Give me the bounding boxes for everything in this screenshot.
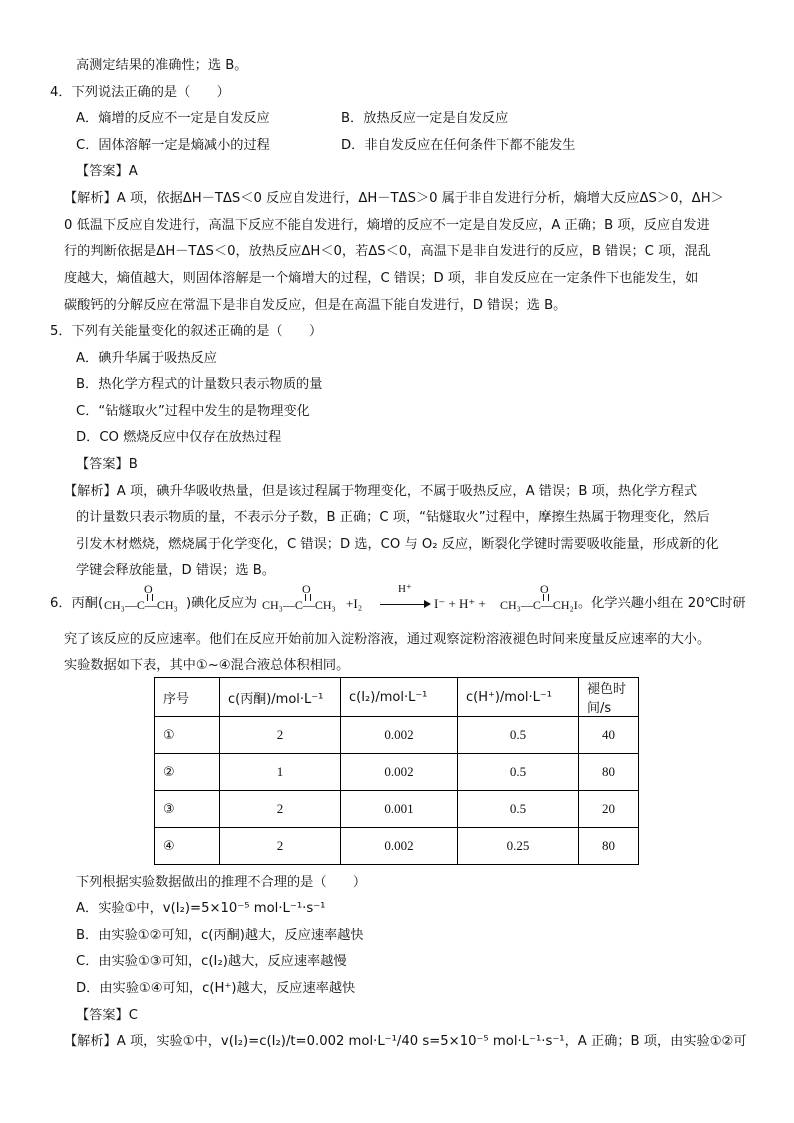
cell-time: 80 — [579, 828, 639, 865]
table-row — [155, 717, 639, 754]
option-5d: D．CO 燃烧反应中仅存在放热过程 — [76, 430, 282, 445]
explanation-5-line: 学键会释放能量，D 错误；选 B。 — [76, 563, 276, 578]
carbonyl-oxygen: O — [540, 582, 549, 596]
cell-index: ③ — [155, 791, 220, 828]
explanation-4-line: 行的判断依据是ΔH－TΔS＜0，放热反应ΔH＜0，若ΔS＜0，高温下是非自发进行的反应，B 错误；C 项，混乱 — [64, 244, 711, 259]
acetone-structure: CH₃—C—CH₃ — [104, 598, 178, 612]
explanation-4-line: 【解析】A 项，依据ΔH－TΔS＜0 反应自发进行，ΔH－TΔS＞0 属于非自发进行分析，熵增大反应ΔS＞0，ΔH＞ — [64, 191, 724, 206]
double-bond — [147, 594, 153, 601]
table-row — [155, 791, 639, 828]
cell-acetone: 2 — [220, 791, 341, 828]
double-bond — [543, 594, 549, 601]
question-4: 4．下列说法正确的是（ ） — [50, 85, 230, 100]
option-5b: B．热化学方程式的计量数只表示物质的量 — [76, 377, 323, 392]
option-5a: A．碘升华属于吸热反应 — [76, 351, 217, 366]
option-6b: B．由实验①②可知，c(丙酮)越大，反应速率越快 — [76, 928, 364, 943]
cell-time: 20 — [579, 791, 639, 828]
reactant-formula — [262, 582, 336, 613]
reaction-arrow — [380, 604, 428, 605]
cell-acetone: 2 — [220, 717, 341, 754]
cell-hplus: 0.5 — [458, 791, 579, 828]
cell-index: ② — [155, 754, 220, 791]
text-line: 高测定结果的准确性；选 B。 — [76, 58, 248, 73]
acetone-formula — [104, 582, 178, 613]
option-6a: A．实验①中，v(I₂)=5×10⁻⁵ mol·L⁻¹·s⁻¹ — [76, 901, 326, 916]
answer-6: 【答案】C — [76, 1008, 138, 1023]
explanation-4-line: 0 低温下反应自发进行，高温下反应不能自发进行，熵增的反应不一定是自发反应，A 正确；B 项，反应自发进 — [64, 218, 710, 233]
explanation-5-line: 引发木材燃烧，燃烧属于化学变化，C 错误；D 选，CO 与 O₂ 反应，断裂化学键时需要吸收能量，形成新的化 — [76, 537, 719, 552]
carbonyl-oxygen: O — [144, 582, 153, 596]
explanation-4-line: 碳酸钙的分解反应在常温下是非自发反应，但是在高温下能自发进行，D 错误；选 B。 — [64, 298, 567, 313]
cell-iodine: 0.002 — [341, 717, 458, 754]
header-hplus: c(H⁺)/mol·L⁻¹ — [458, 678, 579, 717]
double-bond — [305, 594, 311, 601]
cell-iodine: 0.002 — [341, 828, 458, 865]
question-5: 5．下列有关能量变化的叙述正确的是（ ） — [50, 324, 323, 339]
reactant-structure: CH₃—C—CH₃ — [262, 598, 336, 612]
catalyst-label: H⁺ — [398, 583, 412, 595]
cell-hplus: 0.5 — [458, 717, 579, 754]
header-iodine: c(I₂)/mol·L⁻¹ — [341, 678, 458, 717]
explanation-6-line: 【解析】A 项，实验①中，v(I₂)=c(I₂)/t=0.002 mol·L⁻¹/40 s=5×10⁻⁵ mol·L⁻¹·s⁻¹，A 正确；B 项，由实验①②可 — [64, 1034, 747, 1049]
option-4a: A．熵增的反应不一定是自发反应 — [76, 111, 270, 126]
table-header-row — [155, 678, 639, 717]
cell-index: ④ — [155, 828, 220, 865]
product-structure: CH₃—C—CH₂I — [500, 598, 578, 612]
option-5c: C．“钻燧取火”过程中发生的是物理变化 — [76, 404, 310, 419]
cell-hplus: 0.5 — [458, 754, 579, 791]
products: I⁻ + H⁺ + — [434, 596, 486, 611]
question-6-lead: 6．丙酮( — [50, 596, 104, 611]
question-6-line: 实验数据如下表，其中①~④混合液总体积相同。 — [64, 658, 350, 673]
question-6-prompt: 下列根据实验数据做出的推理不合理的是（ ） — [76, 875, 367, 890]
reaction-arrow-head — [424, 600, 431, 608]
cell-time: 40 — [579, 717, 639, 754]
cell-iodine: 0.001 — [341, 791, 458, 828]
option-4d: D．非自发反应在任何条件下都不能发生 — [341, 138, 576, 153]
product-formula — [500, 582, 578, 613]
experiment-table — [154, 677, 639, 865]
cell-time: 80 — [579, 754, 639, 791]
question-6-tail: 。化学兴趣小组在 20℃时研 — [578, 596, 746, 611]
cell-acetone: 2 — [220, 828, 341, 865]
question-6-mid: )碘化反应为 — [186, 596, 258, 611]
cell-index: ① — [155, 717, 220, 754]
header-index: 序号 — [155, 678, 220, 717]
header-time: 褪色时间/s — [579, 678, 639, 717]
table-row — [155, 828, 639, 865]
explanation-4-line: 度越大，熵值越大，则固体溶解是一个熵增大的过程，C 错误；D 项，非自发反应在一定条件下也能发生，如 — [64, 271, 699, 286]
carbonyl-oxygen: O — [302, 582, 311, 596]
question-6-line: 究了该反应的反应速率。他们在反应开始前加入淀粉溶液，通过观察淀粉溶液褪色时间来度量反应速率的大小。 — [64, 632, 711, 647]
explanation-5-line: 【解析】A 项，碘升华吸收热量，但是该过程属于物理变化，不属于吸热反应，A 错误；B 项，热化学方程式 — [64, 484, 698, 499]
option-4c: C．固体溶解一定是熵减小的过程 — [76, 138, 270, 153]
plus-iodine: +I₂ — [346, 596, 363, 611]
cell-hplus: 0.25 — [458, 828, 579, 865]
table-row — [155, 754, 639, 791]
answer-4: 【答案】A — [76, 164, 138, 179]
cell-acetone: 1 — [220, 754, 341, 791]
explanation-5-line: 的计量数只表示物质的量，不表示分子数，B 正确；C 项，“钻燧取火”过程中，摩擦生热属于物理变化，然后 — [76, 510, 710, 525]
cell-iodine: 0.002 — [341, 754, 458, 791]
option-6c: C．由实验①③可知，c(I₂)越大，反应速率越慢 — [76, 954, 347, 969]
option-4b: B．放热反应一定是自发反应 — [341, 111, 509, 126]
answer-5: 【答案】B — [76, 457, 138, 472]
header-acetone: c(丙酮)/mol·L⁻¹ — [220, 678, 341, 717]
option-6d: D．由实验①④可知，c(H⁺)越大，反应速率越快 — [76, 981, 356, 996]
